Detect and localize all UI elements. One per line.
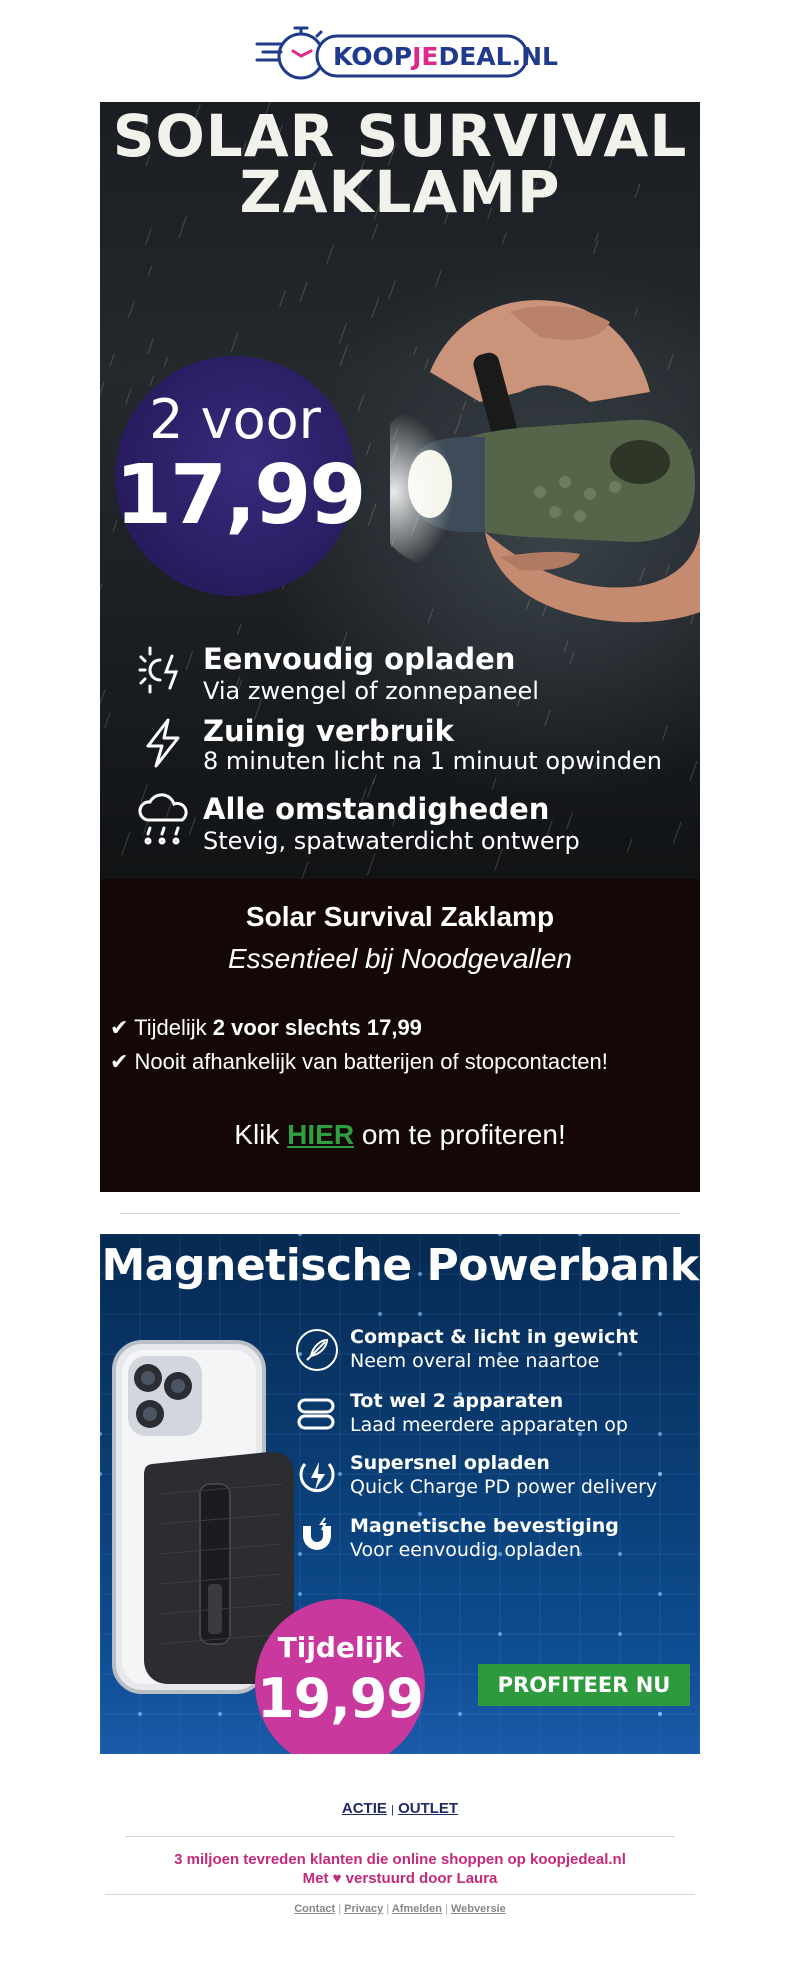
- hero2-title: Magnetische Powerbank: [101, 1240, 699, 1291]
- price-badge-label: Tijdelijk: [277, 1631, 403, 1664]
- flashlight-in-hand-image: [390, 232, 700, 652]
- product-subtitle: Essentieel bij Noodgevallen: [228, 943, 572, 974]
- footer-line-sender: Met ♥ verstuurd door Laura: [302, 1870, 498, 1887]
- feature-title: Alle omstandigheden: [203, 792, 550, 826]
- benefit-item: [110, 1015, 422, 1041]
- footer-nav: [0, 1800, 800, 1817]
- feature-subtitle: Laad meerdere apparaten op: [350, 1414, 628, 1436]
- cta-text: [100, 1119, 700, 1151]
- price-badge-price: 17,99: [115, 448, 365, 543]
- price-badge: [115, 356, 365, 596]
- price-badge-label: 2 voor: [149, 388, 321, 451]
- feature-title: Zuinig verbruik: [203, 714, 454, 748]
- benefit-highlight: 2 voor slechts 17,99: [212, 1015, 422, 1040]
- legal-link-webversie[interactable]: Webversie: [450, 1903, 506, 1915]
- product-title: Solar Survival Zaklamp: [245, 901, 555, 932]
- cta-prefix: Klik: [234, 1119, 288, 1150]
- nav-link-outlet[interactable]: OUTLET: [398, 1800, 459, 1817]
- brand-wordmark: [333, 38, 558, 76]
- battery-stack-icon: [295, 1392, 339, 1436]
- hero-banner-powerbank[interactable]: [100, 1234, 700, 1754]
- feature-subtitle: 8 minuten licht na 1 minuut opwinden: [203, 747, 662, 775]
- lightning-icon: [136, 716, 190, 770]
- hero-title-line2: ZAKLAMP: [239, 158, 561, 226]
- divider: [120, 1213, 680, 1214]
- nav-separator: |: [391, 1804, 394, 1816]
- benefit-text: ✔ Tijdelijk: [110, 1015, 213, 1040]
- feature-subtitle: Stevig, spatwaterdicht ontwerp: [203, 827, 580, 855]
- product-info-box: [100, 879, 700, 1192]
- feature-subtitle: Quick Charge PD power delivery: [350, 1476, 658, 1498]
- nav-link-actie[interactable]: ACTIE: [341, 1800, 387, 1817]
- legal-link-privacy[interactable]: Privacy: [344, 1903, 384, 1915]
- footer-line-customers: 3 miljoen tevreden klanten die online shoppen op koopjedeal.nl: [174, 1851, 626, 1868]
- feature-subtitle: Voor eenvoudig opladen: [350, 1539, 581, 1561]
- feature-title: Compact & licht in gewicht: [350, 1326, 638, 1348]
- footer-message: [0, 1850, 800, 1888]
- benefit-item: ✔ Nooit afhankelijk van batterijen of stopcontacten!: [110, 1049, 608, 1074]
- profiteer-nu-button[interactable]: PROFITEER NU: [478, 1664, 690, 1706]
- cloud-rain-icon: [136, 792, 190, 846]
- feature-subtitle: Via zwengel of zonnepaneel: [203, 677, 539, 705]
- feature-title: Eenvoudig opladen: [203, 642, 516, 676]
- divider: [125, 1836, 675, 1837]
- feature-title: Tot wel 2 apparaten: [350, 1390, 564, 1412]
- legal-links: [0, 1903, 800, 1915]
- brand-part-koop: KOOP: [333, 42, 413, 71]
- divider: [105, 1894, 695, 1895]
- hero-banner-zaklamp[interactable]: [100, 102, 700, 879]
- feature-title: Supersnel opladen: [350, 1452, 550, 1474]
- cta-suffix: om te profiteren!: [354, 1119, 566, 1150]
- price-badge-price: 19,99: [257, 1667, 423, 1730]
- sun-bolt-icon: [136, 642, 190, 696]
- fast-charge-icon: [295, 1454, 339, 1498]
- brand-part-je: JE: [412, 42, 439, 71]
- hero-title-line1: SOLAR SURVIVAL: [112, 102, 688, 170]
- brand-part-deal: DEAL.NL: [438, 42, 558, 71]
- feature-subtitle: Neem overal mee naartoe: [350, 1350, 600, 1372]
- feather-icon: [295, 1328, 339, 1372]
- magnet-icon: [295, 1516, 339, 1560]
- legal-separator: |: [386, 1903, 390, 1915]
- brand-logo[interactable]: [255, 18, 558, 84]
- legal-link-afmelden[interactable]: Afmelden: [391, 1903, 442, 1915]
- legal-separator: |: [338, 1903, 342, 1915]
- cta-link-hier[interactable]: HIER: [287, 1119, 355, 1150]
- legal-link-contact[interactable]: Contact: [294, 1903, 336, 1915]
- feature-title: Magnetische bevestiging: [350, 1515, 619, 1537]
- legal-separator: |: [445, 1903, 448, 1915]
